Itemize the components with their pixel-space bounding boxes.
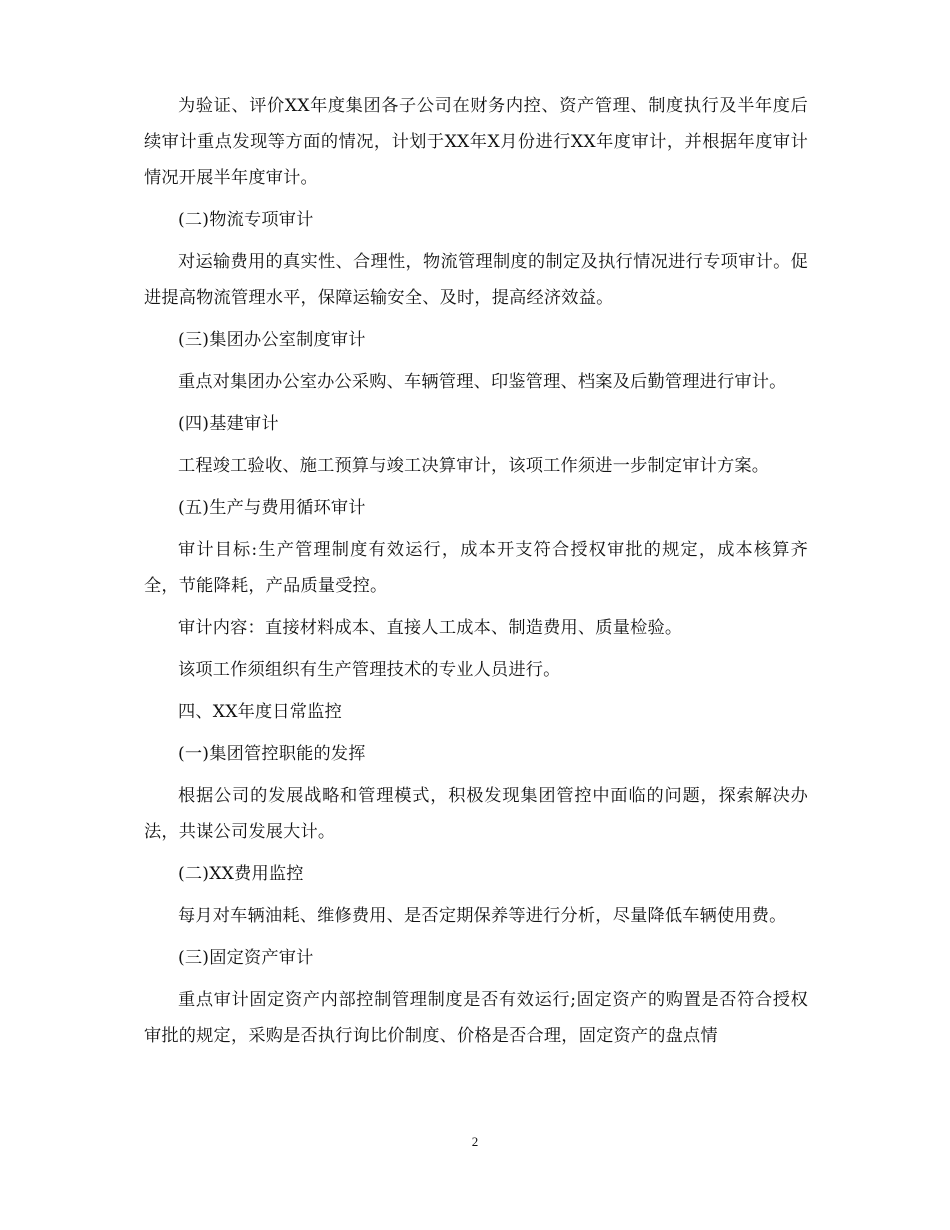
body-paragraph: 根据公司的发展战略和管理模式，积极发现集团管控中面临的问题，探索解决办法，共谋公司发展大计。 bbox=[144, 786, 808, 842]
body-paragraph: 审计目标:生产管理制度有效运行，成本开支符合授权审批的规定，成本核算齐全，节能降耗，产品质量受控。 bbox=[144, 540, 808, 596]
section-heading: (二)XX费用监控 bbox=[178, 864, 304, 884]
section-heading: 四、XX年度日常监控 bbox=[178, 702, 342, 722]
page-number: 2 bbox=[471, 1134, 479, 1149]
body-paragraph: 工程竣工验收、施工预算与竣工决算审计，该项工作须进一步制定审计方案。 bbox=[178, 456, 770, 476]
section-heading: (四)基建审计 bbox=[178, 414, 279, 434]
section-heading: (二)物流专项审计 bbox=[178, 210, 314, 230]
body-paragraph: 该项工作须组织有生产管理技术的专业人员进行。 bbox=[178, 660, 561, 680]
section-heading: (三)固定资产审计 bbox=[178, 948, 314, 968]
section-heading: (一)集团管控职能的发挥 bbox=[178, 744, 366, 764]
body-paragraph: 重点审计固定资产内部控制管理制度是否有效运行;固定资产的购置是否符合授权审批的规定，采购是否执行询比价制度、价格是否合理，固定资产的盘点情 bbox=[144, 990, 808, 1046]
body-paragraph: 重点对集团办公室办公采购、车辆管理、印鉴管理、档案及后勤管理进行审计。 bbox=[178, 372, 787, 392]
body-paragraph: 审计内容：直接材料成本、直接人工成本、制造费用、质量检验。 bbox=[178, 618, 683, 638]
document-body bbox=[144, 88, 808, 1060]
body-paragraph: 为验证、评价XX年度集团各子公司在财务内控、资产管理、制度执行及半年度后续审计重点发现等方面的情况，计划于XX年X月份进行XX年度审计，并根据年度审计情况开展半年度审计。 bbox=[144, 96, 808, 188]
section-heading: (三)集团办公室制度审计 bbox=[178, 330, 366, 350]
section-heading: (五)生产与费用循环审计 bbox=[178, 498, 366, 518]
body-paragraph: 对运输费用的真实性、合理性，物流管理制度的制定及执行情况进行专项审计。促进提高物流管理水平，保障运输安全、及时，提高经济效益。 bbox=[144, 252, 808, 308]
body-paragraph: 每月对车辆油耗、维修费用、是否定期保养等进行分析，尽量降低车辆使用费。 bbox=[178, 906, 787, 926]
